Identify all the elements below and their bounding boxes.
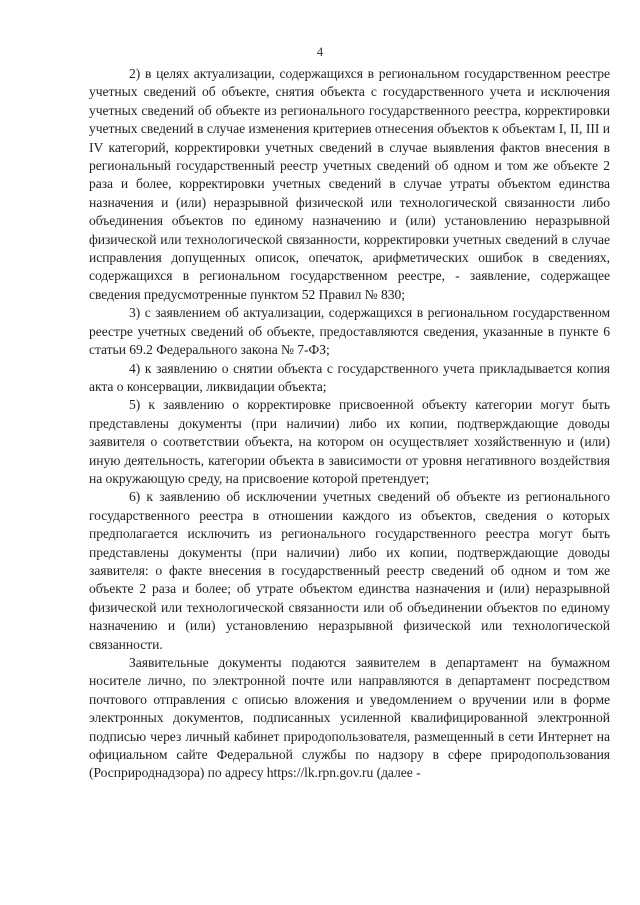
page-number: 4	[316, 44, 324, 59]
paragraph-item-5: 5) к заявлению о корректировке присвоенной объекту категории могут быть представлены документы (при наличии) либо их копии, подтверждающие доводы заявителя о соответствии объекта, на котором он осуществляет хозяйственную и (или) иную деятельность, категории объекта в зависимости от уровня негативного воздействия на окружающую среду, на присвоение которой претендует;	[89, 397, 610, 486]
paragraph-item-4: 4) к заявлению о снятии объекта с государственного учета прикладывается копия акта о консервации, ликвидации объекта;	[89, 360, 610, 394]
document-body	[89, 65, 610, 783]
paragraph-item-2: 2) в целях актуализации, содержащихся в региональном государственном реестре учетных сведений об объекте, снятия объекта с государственного учета и исключения учетных сведений об объекте из регионального государственного реестра, корректировки учетных сведений в случае изменения критериев отнесения объектов к объектам I, II, III и IV категорий, корректировки учетных сведений в случае выявления фактов внесения в региональный государственный реестр учетных сведений об одном и том же объекте 2 раза и более, корректировки учетных сведений в случае утраты объектом единства назначения и (или) неразрывной физической или технологической связанности либо объединения объектов по единому назначению и (или) установлению неразрывной физической или технологической связанности, корректировки учетных сведений в случае исправления допущенных описок, опечаток, арифметических ошибок в сведениях, содержащихся в региональном государственном реестре, - заявление, содержащее сведения предусмотренные пунктом 52 Правил № 830;	[89, 66, 610, 302]
paragraph-item-6: 6) к заявлению об исключении учетных сведений об объекте из регионального государственного реестра в отношении каждого из объектов, сведения о которых предполагается исключить из регионального государственного реестра могут быть представлены документы (при наличии) либо их копии, подтверждающие доводы заявителя: о факте внесения в государственный реестр сведений об одном и том же объекте 2 раза и более; об утрате объектом единства назначения и (или) неразрывной физической или технологической связанности или об объединении объектов по единому назначению и (или) установлению неразрывной физической или технологической связанности.	[89, 489, 610, 652]
paragraph-submission: Заявительные документы подаются заявителем в департамент на бумажном носителе лично, по электронной почте или направляются в департамент посредством почтового отправления с описью вложения и уведомлением о вручении или в форме электронных документов, подписанных усиленной квалифицированной электронной подписью через личный кабинет природопользователя, размещенный в сети Интернет на официальном сайте Федеральной службы по надзору в сфере природопользования (Росприроднадзора) по адресу https://lk.rpn.gov.ru (далее -	[89, 655, 610, 781]
paragraph-item-3: 3) с заявлением об актуализации, содержащихся в региональном государственном реестре учетных сведений об объекте, предоставляются сведения, указанные в пункте 6 статьи 69.2 Федерального закона № 7-ФЗ;	[89, 305, 610, 358]
